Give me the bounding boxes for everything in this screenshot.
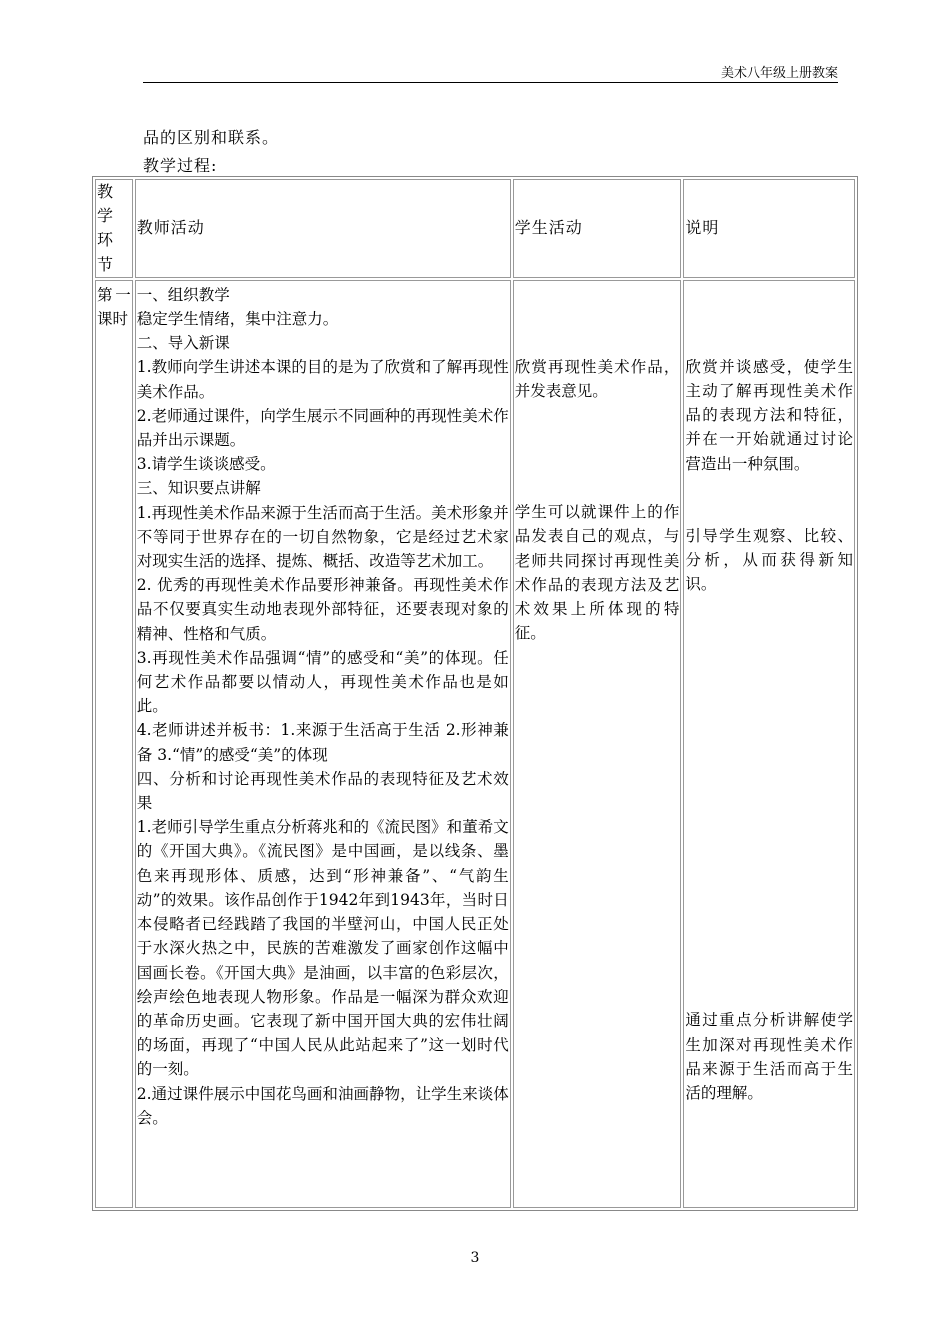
- teacher-para: 二、导入新课: [136, 334, 230, 353]
- page-number: 3: [470, 1250, 480, 1266]
- table-header-row: [95, 179, 855, 278]
- student-para: 学生可以就课件上的作品发表自己的观点，与老师共同探讨再现性美术作品的表现方法及艺术效果上所体现的特征。: [514, 503, 680, 643]
- running-header: 美术八年级上册教案: [720, 66, 838, 81]
- header-stage: 教学环节: [95, 179, 133, 278]
- intro-continuation: 品的区别和联系。: [143, 128, 280, 147]
- stage-cell: [95, 280, 133, 1208]
- header-student: 学生活动: [513, 179, 682, 278]
- teacher-para: 一、组织教学: [136, 285, 230, 304]
- student-cell: [513, 280, 682, 1208]
- teacher-para: 3.请学生谈谈感受。: [136, 455, 276, 474]
- lesson-table: [92, 176, 858, 1211]
- note-cell: [683, 280, 855, 1208]
- teacher-para: 1.教师向学生讲述本课的目的是为了欣赏和了解再现性美术作品。: [136, 358, 509, 401]
- teacher-para: 2. 优秀的再现性美术作品要形神兼备。再现性美术作品不仅要真实生动地表现外部特征，还要表现对象的精神、性格和气质。: [136, 576, 509, 643]
- note-para: 欣赏并谈感受，使学生主动了解再现性美术作品的表现方法和特征，并在一开始就通过讨论营造出一种氛围。: [685, 357, 853, 473]
- header-note: 说明: [683, 179, 855, 278]
- student-para: 欣赏再现性美术作品，并发表意见。: [514, 357, 680, 401]
- table-row: [95, 280, 855, 1208]
- teacher-para: 四、分析和讨论再现性美术作品的表现特征及艺术效果: [136, 769, 509, 813]
- teacher-para: 稳定学生情绪，集中注意力。: [136, 310, 339, 329]
- teacher-para: 4.老师讲述并板书：1.来源于生活高于生活 2.形神兼备 3.“情”的感受“美”的体现: [136, 721, 509, 764]
- teacher-para: 1.老师引导学生重点分析蒋兆和的《流民图》和董希文的《开国大典》。《流民图》是中国画，是以线条、墨色来再现形体、质感，达到“形神兼备”、“气韵生动”的效果。该作品创作于1942年到1943年，当时日本侵略者已经践踏了我国的半壁河山，中国人民正处于水深火热之中，民族的苦难激发了画家创作这幅中国画长卷。《开国大典》是油画，以丰富的色彩层次，绘声绘色地表现人物形象。作品是一幅深为群众欢迎的革命历史画。它表现了新中国开国大典的宏伟壮阔的场面，再现了“中国人民从此站起来了”这一划时代的一刻。: [136, 818, 509, 1079]
- teacher-para: 3.再现性美术作品强调“情”的感受和“美”的体现。任何艺术作品都要以情动人，再现性美术作品也是如此。: [136, 648, 509, 716]
- note-para: 引导学生观察、比较、分析，从而获得新知识。: [685, 526, 853, 594]
- teacher-cell: [135, 280, 511, 1208]
- teacher-para: 1.再现性美术作品来源于生活而高于生活。美术形象并不等同于世界存在的一切自然物象，它是经过艺术家对现实生活的选择、提炼、概括、改造等艺术加工。: [136, 503, 509, 571]
- teacher-para: 2.老师通过课件，向学生展示不同画种的再现性美术作品并出示课题。: [136, 406, 509, 450]
- stage-label: 第一课时: [97, 285, 131, 329]
- header-teacher: 教师活动: [135, 179, 511, 278]
- note-para: 通过重点分析讲解使学生加深对再现性美术作品来源于生活而高于生活的理解。: [685, 1011, 853, 1103]
- teaching-process-label: 教学过程:: [143, 156, 218, 175]
- teacher-para: 2.通过课件展示中国花鸟画和油画静物，让学生来谈体会。: [136, 1084, 509, 1127]
- header-rule: [143, 82, 838, 83]
- teacher-para: 三、知识要点讲解: [136, 479, 261, 498]
